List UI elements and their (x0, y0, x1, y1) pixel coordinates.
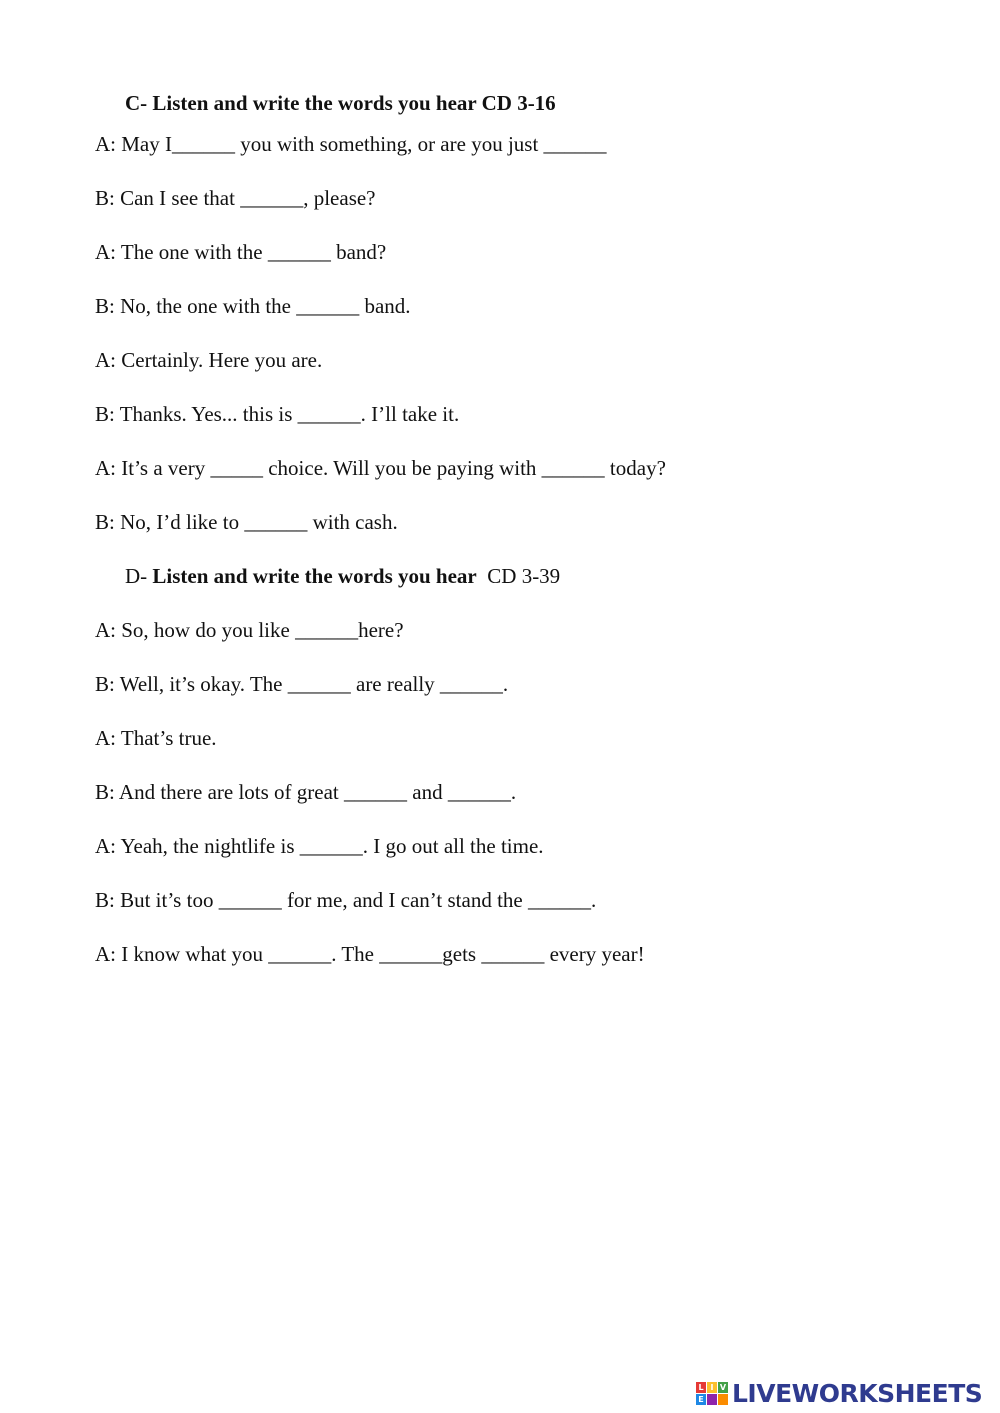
dialogue-line: A: The one with the ______ band? (95, 240, 387, 264)
section-d-heading-cd: CD 3-39 (476, 564, 561, 588)
dialogue-line: B: No, I’d like to ______ with cash. (95, 510, 398, 534)
dialogue-line: B: No, the one with the ______ band. (95, 294, 411, 318)
dialogue-line: A: It’s a very _____ choice. Will you be paying with ______ today? (95, 456, 666, 480)
dialogue-line: A: Yeah, the nightlife is ______. I go out all the time. (95, 834, 544, 858)
dialogue-line: B: And there are lots of great ______ and ______. (95, 780, 517, 804)
dialogue-line: A: I know what you ______. The ______gets ______ every year! (95, 942, 645, 966)
logo-squares-icon (696, 1382, 728, 1405)
section-d-heading (125, 563, 560, 589)
dialogue-line: B: Well, it’s okay. The ______ are really ______. (95, 672, 509, 696)
logo-square (718, 1394, 728, 1405)
logo-square: L (696, 1382, 706, 1393)
dialogue-line: A: So, how do you like ______here? (95, 618, 404, 642)
section-d-heading-title: Listen and write the words you hear (152, 564, 477, 588)
dialogue-line: A: May I______ you with something, or are you just ______ (95, 132, 607, 156)
logo-square: V (719, 1382, 727, 1392)
liveworksheets-logo (696, 1378, 982, 1408)
logo-square: I (707, 1382, 717, 1393)
logo-square: E (696, 1394, 706, 1405)
dialogue-line: A: That’s true. (95, 726, 217, 750)
logo-text: LIVEWORKSHEETS (732, 1378, 983, 1408)
dialogue-line: B: Can I see that ______, please? (95, 186, 376, 210)
section-c-heading: C- Listen and write the words you hear CD 3-16 (125, 91, 556, 115)
logo-square (707, 1394, 717, 1405)
dialogue-line: A: Certainly. Here you are. (95, 348, 323, 372)
section-d-heading-prefix: D- (125, 564, 153, 588)
dialogue-line: B: Thanks. Yes... this is ______. I’ll take it. (95, 402, 460, 426)
dialogue-line: B: But it’s too ______ for me, and I can’t stand the ______. (95, 888, 597, 912)
